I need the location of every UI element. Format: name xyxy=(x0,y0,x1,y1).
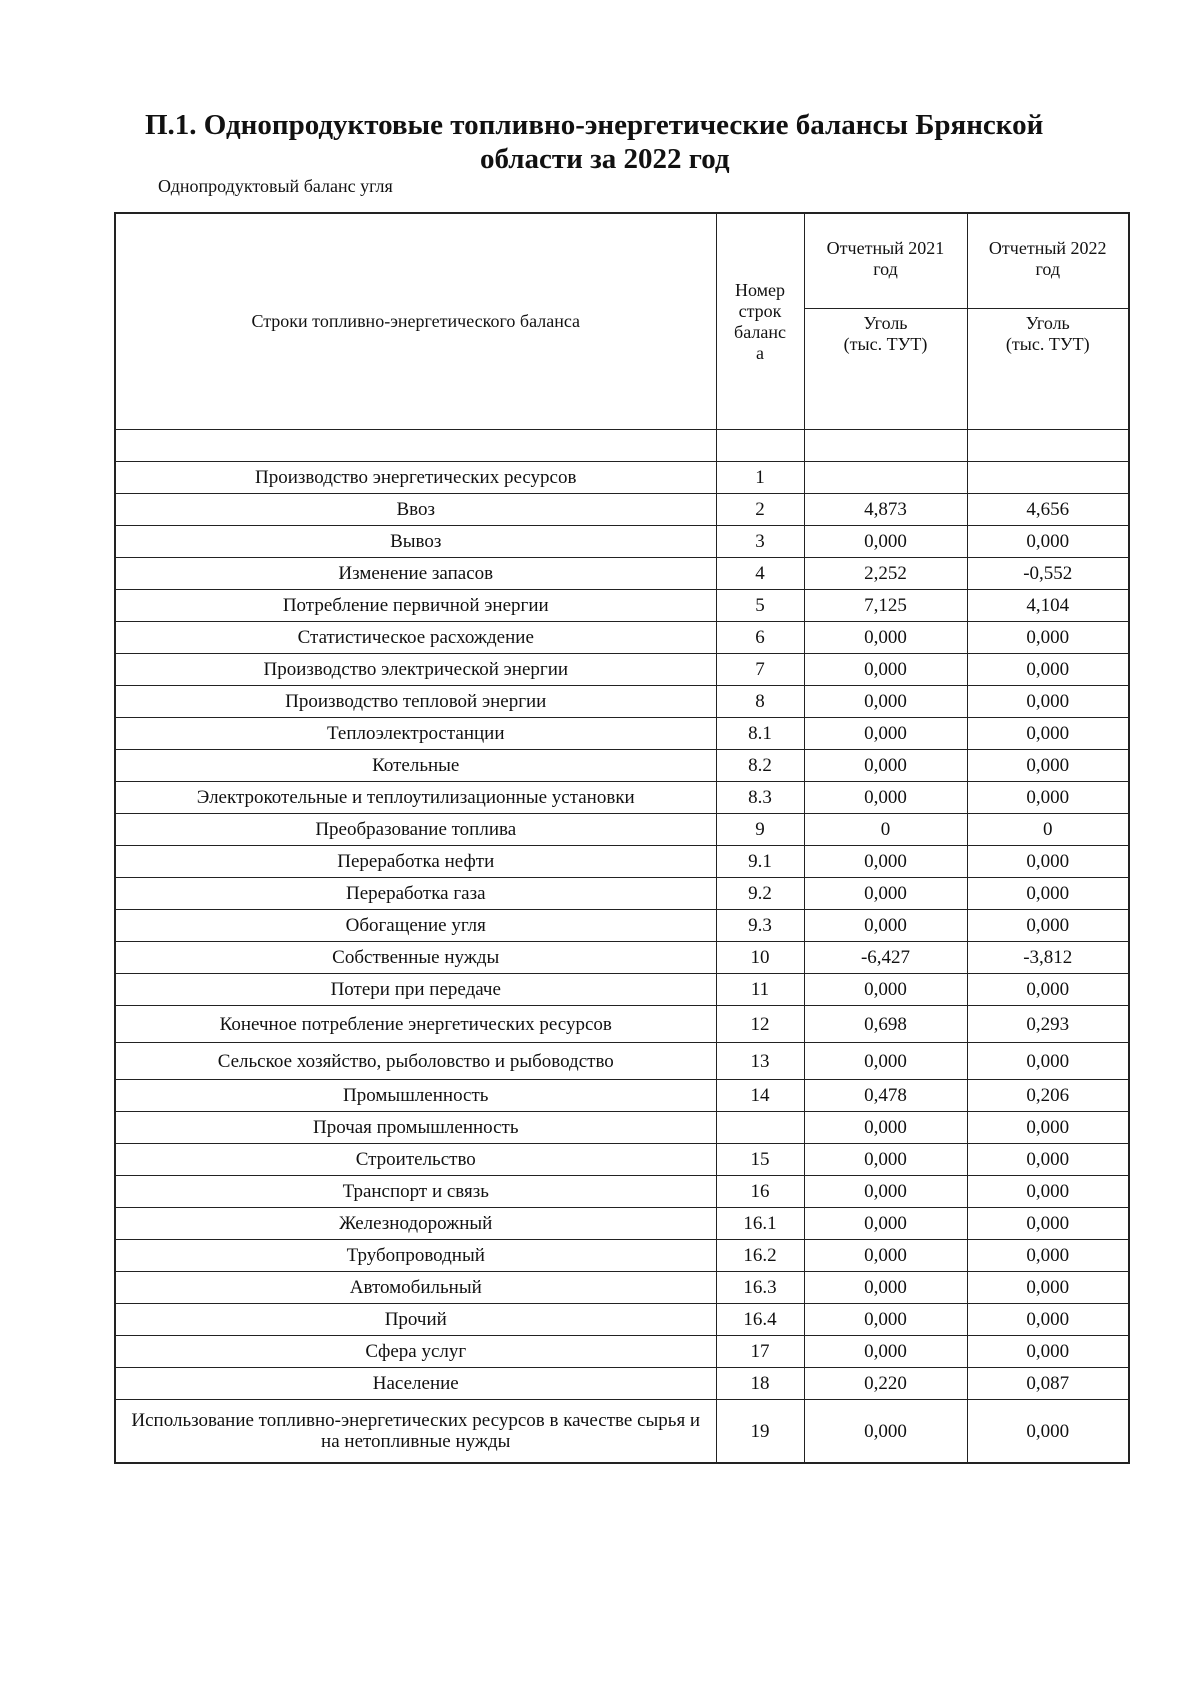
row-number: 9.2 xyxy=(716,878,804,910)
header-year-2021-text: Отчетный 2021 xyxy=(826,238,945,258)
value-2022: 0,000 xyxy=(967,750,1129,782)
header-num-label xyxy=(716,213,804,430)
header-unit-2022 xyxy=(967,309,1129,430)
blank-cell xyxy=(804,430,967,462)
value-2021: 0,000 xyxy=(804,846,967,878)
row-number: 9 xyxy=(716,814,804,846)
row-label: Обогащение угля xyxy=(115,910,716,942)
header-rows-label xyxy=(115,213,716,430)
value-2022: 4,104 xyxy=(967,590,1129,622)
table-row xyxy=(115,1176,1129,1208)
value-2021: 4,873 xyxy=(804,494,967,526)
row-number: 18 xyxy=(716,1368,804,1400)
page-title xyxy=(0,108,1200,176)
header-unit-2022-fuel: Уголь xyxy=(1025,313,1070,333)
value-2021: 0,000 xyxy=(804,686,967,718)
row-number: 11 xyxy=(716,974,804,1006)
header-num-3: баланс xyxy=(734,321,786,342)
table-row xyxy=(115,1208,1129,1240)
header-year-2021-god: год xyxy=(873,259,898,279)
value-2022: 0,000 xyxy=(967,1272,1129,1304)
value-2021: 0,000 xyxy=(804,782,967,814)
table-row xyxy=(115,1112,1129,1144)
value-2021: 0,000 xyxy=(804,1304,967,1336)
title-line-2: области за 2022 год xyxy=(480,143,730,175)
row-label: Переработка газа xyxy=(115,878,716,910)
value-2022: 0,000 xyxy=(967,878,1129,910)
value-2022: 0,087 xyxy=(967,1368,1129,1400)
row-label: Сельское хозяйство, рыболовство и рыбоводство xyxy=(115,1043,716,1080)
table-row xyxy=(115,1240,1129,1272)
value-2021 xyxy=(804,462,967,494)
table-row xyxy=(115,622,1129,654)
row-label: Трубопроводный xyxy=(115,1240,716,1272)
value-2022: 0,000 xyxy=(967,1112,1129,1144)
row-number: 5 xyxy=(716,590,804,622)
value-2022: 0 xyxy=(967,814,1129,846)
value-2021: 0,000 xyxy=(804,1144,967,1176)
table-row xyxy=(115,878,1129,910)
value-2021: 0,000 xyxy=(804,1176,967,1208)
table-row xyxy=(115,494,1129,526)
value-2021: 0,000 xyxy=(804,1336,967,1368)
table-row xyxy=(115,462,1129,494)
value-2021: 0,478 xyxy=(804,1080,967,1112)
row-number: 10 xyxy=(716,942,804,974)
row-number: 8.1 xyxy=(716,718,804,750)
table-row xyxy=(115,1304,1129,1336)
row-number: 16.4 xyxy=(716,1304,804,1336)
value-2021: 0 xyxy=(804,814,967,846)
value-2022: 0,000 xyxy=(967,782,1129,814)
table-row xyxy=(115,942,1129,974)
table-row xyxy=(115,590,1129,622)
row-number: 15 xyxy=(716,1144,804,1176)
header-row xyxy=(115,213,1129,309)
blank-cell xyxy=(967,430,1129,462)
value-2021: 0,698 xyxy=(804,1006,967,1043)
row-label: Производство энергетических ресурсов xyxy=(115,462,716,494)
row-label: Железнодорожный xyxy=(115,1208,716,1240)
value-2022: -3,812 xyxy=(967,942,1129,974)
row-number: 19 xyxy=(716,1400,804,1464)
value-2022: 0,000 xyxy=(967,910,1129,942)
table-row xyxy=(115,1400,1129,1464)
value-2022: 0,000 xyxy=(967,1304,1129,1336)
value-2021: 0,000 xyxy=(804,750,967,782)
value-2021: 0,000 xyxy=(804,1043,967,1080)
value-2021: 0,000 xyxy=(804,974,967,1006)
row-number: 16.3 xyxy=(716,1272,804,1304)
value-2022: -0,552 xyxy=(967,558,1129,590)
row-label: Транспорт и связь xyxy=(115,1176,716,1208)
value-2022: 0,206 xyxy=(967,1080,1129,1112)
row-number: 8 xyxy=(716,686,804,718)
value-2021: 0,000 xyxy=(804,1400,967,1464)
value-2021: 7,125 xyxy=(804,590,967,622)
table-row xyxy=(115,1080,1129,1112)
table-row xyxy=(115,974,1129,1006)
header-unit-2021 xyxy=(804,309,967,430)
row-label: Производство электрической энергии xyxy=(115,654,716,686)
value-2021: 0,000 xyxy=(804,1272,967,1304)
value-2021: 0,000 xyxy=(804,1240,967,1272)
row-label: Преобразование топлива xyxy=(115,814,716,846)
value-2021: 2,252 xyxy=(804,558,967,590)
row-label: Строительство xyxy=(115,1144,716,1176)
table-row xyxy=(115,718,1129,750)
value-2022: 0,000 xyxy=(967,718,1129,750)
value-2022: 0,000 xyxy=(967,1240,1129,1272)
blank-cell xyxy=(716,430,804,462)
header-year-2022-god: год xyxy=(1035,259,1061,279)
row-number: 16.2 xyxy=(716,1240,804,1272)
value-2022: 0,000 xyxy=(967,622,1129,654)
row-label: Прочая промышленность xyxy=(115,1112,716,1144)
value-2021: -6,427 xyxy=(804,942,967,974)
table-row xyxy=(115,526,1129,558)
row-number: 8.2 xyxy=(716,750,804,782)
value-2022 xyxy=(967,462,1129,494)
table-row xyxy=(115,782,1129,814)
row-number: 16 xyxy=(716,1176,804,1208)
blank-cell xyxy=(115,430,716,462)
row-label: Котельные xyxy=(115,750,716,782)
row-number xyxy=(716,1112,804,1144)
header-rows-label-text: Строки топливно-энергетического баланса xyxy=(251,311,581,331)
header-num-1: Номер xyxy=(734,279,786,300)
table-row xyxy=(115,1006,1129,1043)
value-2022: 0,000 xyxy=(967,654,1129,686)
value-2022: 0,000 xyxy=(967,974,1129,1006)
row-number: 4 xyxy=(716,558,804,590)
table-row xyxy=(115,750,1129,782)
value-2022: 0,000 xyxy=(967,846,1129,878)
row-number: 16.1 xyxy=(716,1208,804,1240)
row-number: 12 xyxy=(716,1006,804,1043)
table-row xyxy=(115,846,1129,878)
header-year-2022 xyxy=(967,213,1129,309)
row-number: 7 xyxy=(716,654,804,686)
value-2022: 4,656 xyxy=(967,494,1129,526)
row-number: 6 xyxy=(716,622,804,654)
row-label: Ввоз xyxy=(115,494,716,526)
row-number: 2 xyxy=(716,494,804,526)
header-year-2022-text: Отчетный 2022 xyxy=(988,238,1107,258)
value-2022: 0,000 xyxy=(967,1043,1129,1080)
value-2022: 0,000 xyxy=(967,686,1129,718)
row-label: Прочий xyxy=(115,1304,716,1336)
row-label: Население xyxy=(115,1368,716,1400)
table-row xyxy=(115,1272,1129,1304)
value-2021: 0,000 xyxy=(804,526,967,558)
row-number: 8.3 xyxy=(716,782,804,814)
table-subtitle: Однопродуктовый баланс угля xyxy=(158,176,393,196)
value-2021: 0,000 xyxy=(804,622,967,654)
value-2021: 0,000 xyxy=(804,878,967,910)
row-label: Автомобильный xyxy=(115,1272,716,1304)
value-2022: 0,000 xyxy=(967,1208,1129,1240)
row-number: 13 xyxy=(716,1043,804,1080)
value-2021: 0,000 xyxy=(804,718,967,750)
balance-table xyxy=(114,212,1130,1464)
row-label: Конечное потребление энергетических ресурсов xyxy=(115,1006,716,1043)
row-label: Вывоз xyxy=(115,526,716,558)
row-number: 17 xyxy=(716,1336,804,1368)
value-2021: 0,220 xyxy=(804,1368,967,1400)
table-row xyxy=(115,1336,1129,1368)
table-row xyxy=(115,1144,1129,1176)
header-unit-2021-measure: (тыс. ТУТ) xyxy=(843,334,928,354)
table-row xyxy=(115,686,1129,718)
value-2022: 0,000 xyxy=(967,1336,1129,1368)
value-2022: 0,000 xyxy=(967,1400,1129,1464)
header-unit-2021-fuel: Уголь xyxy=(863,313,908,333)
value-2022: 0,000 xyxy=(967,1176,1129,1208)
header-num-4: а xyxy=(756,342,764,363)
row-label: Промышленность xyxy=(115,1080,716,1112)
value-2021: 0,000 xyxy=(804,1208,967,1240)
value-2021: 0,000 xyxy=(804,654,967,686)
title-line-1: П.1. Однопродуктовые топливно-энергетические балансы Брянской xyxy=(145,109,1044,141)
row-label: Потери при передаче xyxy=(115,974,716,1006)
table-row xyxy=(115,910,1129,942)
row-label: Сфера услуг xyxy=(115,1336,716,1368)
row-label: Потребление первичной энергии xyxy=(115,590,716,622)
row-label: Переработка нефти xyxy=(115,846,716,878)
row-label: Статистическое расхождение xyxy=(115,622,716,654)
value-2022: 0,000 xyxy=(967,526,1129,558)
row-number: 3 xyxy=(716,526,804,558)
blank-row xyxy=(115,430,1129,462)
table-row xyxy=(115,558,1129,590)
row-number: 14 xyxy=(716,1080,804,1112)
row-number: 1 xyxy=(716,462,804,494)
table-row xyxy=(115,1368,1129,1400)
row-label: Изменение запасов xyxy=(115,558,716,590)
value-2021: 0,000 xyxy=(804,1112,967,1144)
table-row xyxy=(115,654,1129,686)
row-label: Производство тепловой энергии xyxy=(115,686,716,718)
row-label: Собственные нужды xyxy=(115,942,716,974)
table-row xyxy=(115,1043,1129,1080)
value-2021: 0,000 xyxy=(804,910,967,942)
row-number: 9.1 xyxy=(716,846,804,878)
value-2022: 0,000 xyxy=(967,1144,1129,1176)
header-unit-2022-measure: (тыс. ТУТ) xyxy=(1005,334,1090,354)
value-2022: 0,293 xyxy=(967,1006,1129,1043)
row-label: Теплоэлектростанции xyxy=(115,718,716,750)
row-label: Электрокотельные и теплоутилизационные установки xyxy=(115,782,716,814)
row-number: 9.3 xyxy=(716,910,804,942)
table-row xyxy=(115,814,1129,846)
header-year-2021 xyxy=(804,213,967,309)
header-num-2: строк xyxy=(738,300,782,321)
row-label: Использование топливно-энергетических ресурсов в качестве сырья и на нетопливные нужды xyxy=(115,1400,716,1464)
